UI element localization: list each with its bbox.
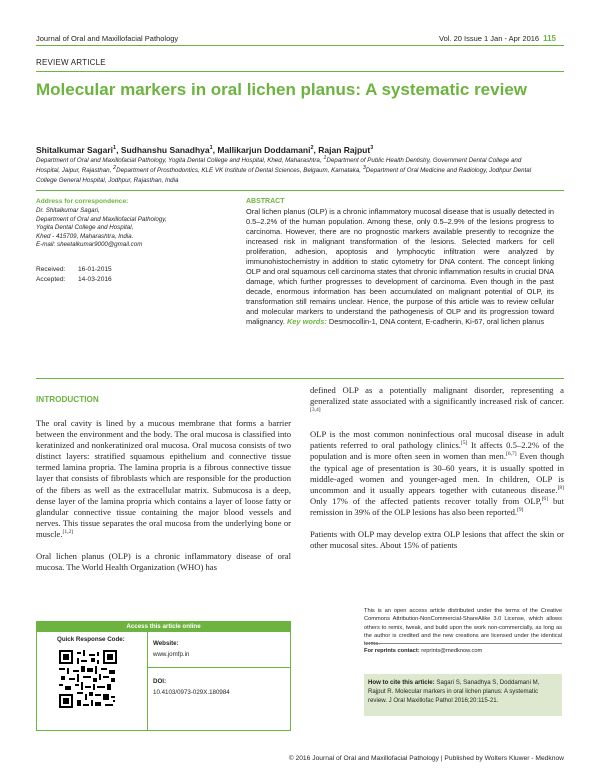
address-line: Department of Oral and Maxillofacial Pathology, (36, 215, 167, 223)
column-left (36, 418, 291, 584)
volume-info (439, 34, 556, 43)
access-box (36, 621, 291, 731)
received-label: Received: (36, 266, 66, 273)
dates (36, 265, 112, 284)
journal-name: Journal of Oral and Maxillofacial Pathology (36, 34, 179, 43)
authors (36, 145, 373, 155)
affiliation-4: Department of Oral Medicine and Radiology, Jodhpur Dental College General Hospital, Jodhpur, Rajasthan, India (36, 167, 532, 185)
author-sep: , (116, 145, 121, 155)
abstract-text: Oral lichen planus (OLP) is a chronic inflammatory mucosal disease that is usually detected in 0.5–2.2% of the human population. Among these, only 0.5–2.9% of the lesions progress to carcinoma. However, there are no prognostic markers available presently to recognize the increased risk in malignant transformation of the lesions. Selected markers for cell proliferation, adhesion, apoptosis and lymphocytic infiltration were analyzed by immunohistochemistry in addition to static cytometry for DNA content. The concept linking OLP and oral squamous cell carcinoma states that chronic inflammation results in crucial DNA damage, which further progresses to development of carcinoma. Even though in the past decade, enormous information has been accumulated on malignant potential of OLP, its transformation still remains unclear. Hence, the purpose of this article was to review cellular and molecular markers to understand the pathogenesis of OLP and its progression toward malignancy. (246, 207, 554, 326)
citation: [9] (517, 507, 524, 514)
access-divider (147, 667, 290, 668)
author-2: Sudhanshu Sanadhya (120, 145, 210, 155)
author-1: Shitalkumar Sagari (36, 145, 114, 155)
affiliation-3: Department of Prosthodontics, KLE VK Institute of Dental Sciences, Belgaum, Karnataka, (116, 167, 363, 175)
paragraph-text: Even though the typical age of presentation is 30–60 years, it is usually spotted in middle-aged women and younger-aged men. In children, OLP is uncommon and it usually appears together with cutaneous disease. (310, 451, 565, 495)
paragraph-text: Only 17% of the affected patients recover totally from OLP, (310, 495, 542, 506)
citation: [8] (557, 484, 564, 491)
citation: [6,7] (505, 451, 517, 458)
abstract-rule (36, 378, 564, 379)
paragraph-text: defined OLP as a potentially malignant disorder, representing a generalized state associated with a significantly increased risk of cancer. (310, 385, 564, 407)
address-line: Dr. Shitalkumar Sagari, (36, 207, 100, 214)
citation (368, 678, 558, 705)
citation: [1,2] (62, 529, 74, 536)
author-2-sup: 1 (209, 145, 213, 152)
footer: © 2016 Journal of Oral and Maxillofacial Pathology | Published by Wolters Kluwer - Medknow (288, 755, 564, 762)
title-rule (36, 71, 564, 72)
keywords-label: Key words: (286, 317, 327, 326)
paragraph-text: but remission in 39% of the OLP lesions has also been reported. (310, 495, 564, 517)
affiliation-3-sup: 2 (113, 165, 117, 172)
accepted-date: 14-03-2016 (78, 275, 112, 283)
doi-value[interactable]: 10.4103/0973-029X.180984 (153, 689, 230, 696)
qr-code-icon[interactable] (59, 650, 117, 708)
reprints-email[interactable]: reprints@medknow.com (419, 648, 483, 654)
intro-paragraph-2 (36, 551, 291, 573)
author-3: Mallikarjun Doddamani (217, 145, 311, 155)
affiliation-4-sup: 3 (362, 165, 366, 172)
correspondence-address (36, 207, 226, 250)
access-header: Access this article online (37, 622, 290, 632)
intro-paragraph-1 (36, 418, 291, 540)
qr-label: Quick Response Code: (57, 636, 125, 643)
affiliation-1: Department of Oral and Maxillofacial Pathology, Yogita Dental College and Hospital, Khed, Maharashtra, (36, 157, 324, 164)
abstract-title: ABSTRACT (246, 198, 285, 205)
affiliations (36, 156, 546, 187)
citation: [3,4] (310, 407, 321, 414)
page-number: 115 (543, 34, 556, 43)
author-sep: , (212, 145, 218, 155)
affiliation-2-sup: 1 (323, 154, 327, 161)
author-4: Rajan Rajput (318, 145, 371, 155)
reprints (364, 648, 482, 654)
address-line: Yogita Dental College and Hospital, (36, 224, 134, 231)
volume-text: Vol. 20 Issue 1 Jan - Apr 2016 (439, 34, 540, 43)
paragraph-text: It affects 0.5–2.2% of the population and is more often seen in women than men. (310, 440, 564, 462)
intro-title: INTRODUCTION (36, 395, 99, 404)
affiliation-2: Department of Public Health Dentistry, Government Dental College and Hospital, Jaipur, Rajasthan, (36, 157, 522, 175)
author-sep: , (313, 145, 319, 155)
address-line: Khed - 415709, Maharashtra, India. (36, 232, 134, 240)
license-rule (364, 643, 562, 644)
license-text: This is an open access article distributed under the terms of the Creative Commons Attribution-NonCommercial-ShareAlike 3.0 License, which allows others to remix, tweak, and build upon the work non-commercially, as long as the author is credited and the new creations are licensed under the identical terms. (364, 608, 562, 648)
paragraph-text: The oral cavity is lined by a mucous membrane that forms a barrier between the environment and the body. The oral mucosa is classified into keratinized and nonkeratinized oral mucosa. Oral mucosa consists of two distinct layers: stratified squamous epithelium and connective tissue termed lamina propria. The lamina propria is a fibrous connective tissue layer that consists of fibroblasts which are responsible for the production of the fibers as well as the extracellular matrix. Submucosa is a deep, dense layer of the lamina propria which contains a layer of loose fatty or glandular connective tissue containing the major blood vessels and nerves. This tissue separates the oral mucosa from the underlying bone or muscle. (36, 418, 291, 539)
intro-paragraph-4 (310, 429, 564, 518)
article-type: REVIEW ARTICLE (36, 58, 106, 67)
paragraph-text: OLP is the most common noninfectious oral mucosal disease in adult patients referred to oral pathology clinics. (310, 429, 564, 451)
paragraph-text: Patients with OLP may develop extra OLP lesions that affect the skin or other mucosal sites. About 15% of patients (310, 529, 564, 551)
intro-paragraph-5 (310, 529, 564, 551)
accepted-label: Accepted: (36, 275, 66, 283)
cite-text: Sagari S, Sanadhya S, Doddamani M, Rajput R. Molecular markers in oral lichen planus: A systematic review. J Oral Maxillofac Pathol 2016;20:115-21. (368, 679, 540, 704)
column-right (310, 385, 564, 562)
citation: [6] (541, 495, 549, 502)
citation: [5] (460, 440, 468, 447)
correspondence-title: Address for correspondence: (36, 198, 129, 205)
intro-paragraph-3 (310, 385, 564, 418)
author-3-sup: 2 (310, 145, 314, 152)
access-divider (147, 632, 148, 730)
reprints-label: For reprints contact: (364, 648, 420, 654)
author-1-sup: 1 (113, 145, 117, 152)
cite-label: How to cite this article: (368, 679, 435, 686)
article-title: Molecular markers in oral lichen planus: A systematic review (36, 80, 527, 99)
paragraph-text: Oral lichen planus (OLP) is a chronic inflammatory disease of oral mucosa. The World Health Organization (WHO) has (36, 551, 291, 573)
website-link[interactable]: www.jomfp.in (153, 651, 190, 658)
doi-label: DOI: (153, 678, 167, 685)
website-label: Website: (153, 640, 179, 647)
email-line: E-mail: sheetalkumar9000@gmail.com (36, 241, 143, 248)
received-date: 16-01-2015 (78, 266, 112, 273)
header-rule (36, 45, 564, 46)
keywords: Desmocollin-1, DNA content, E-cadherin, Ki-67, oral lichen planus (328, 317, 545, 326)
author-4-sup: 3 (370, 145, 374, 152)
affil-rule (36, 190, 564, 191)
abstract-body (246, 207, 554, 327)
